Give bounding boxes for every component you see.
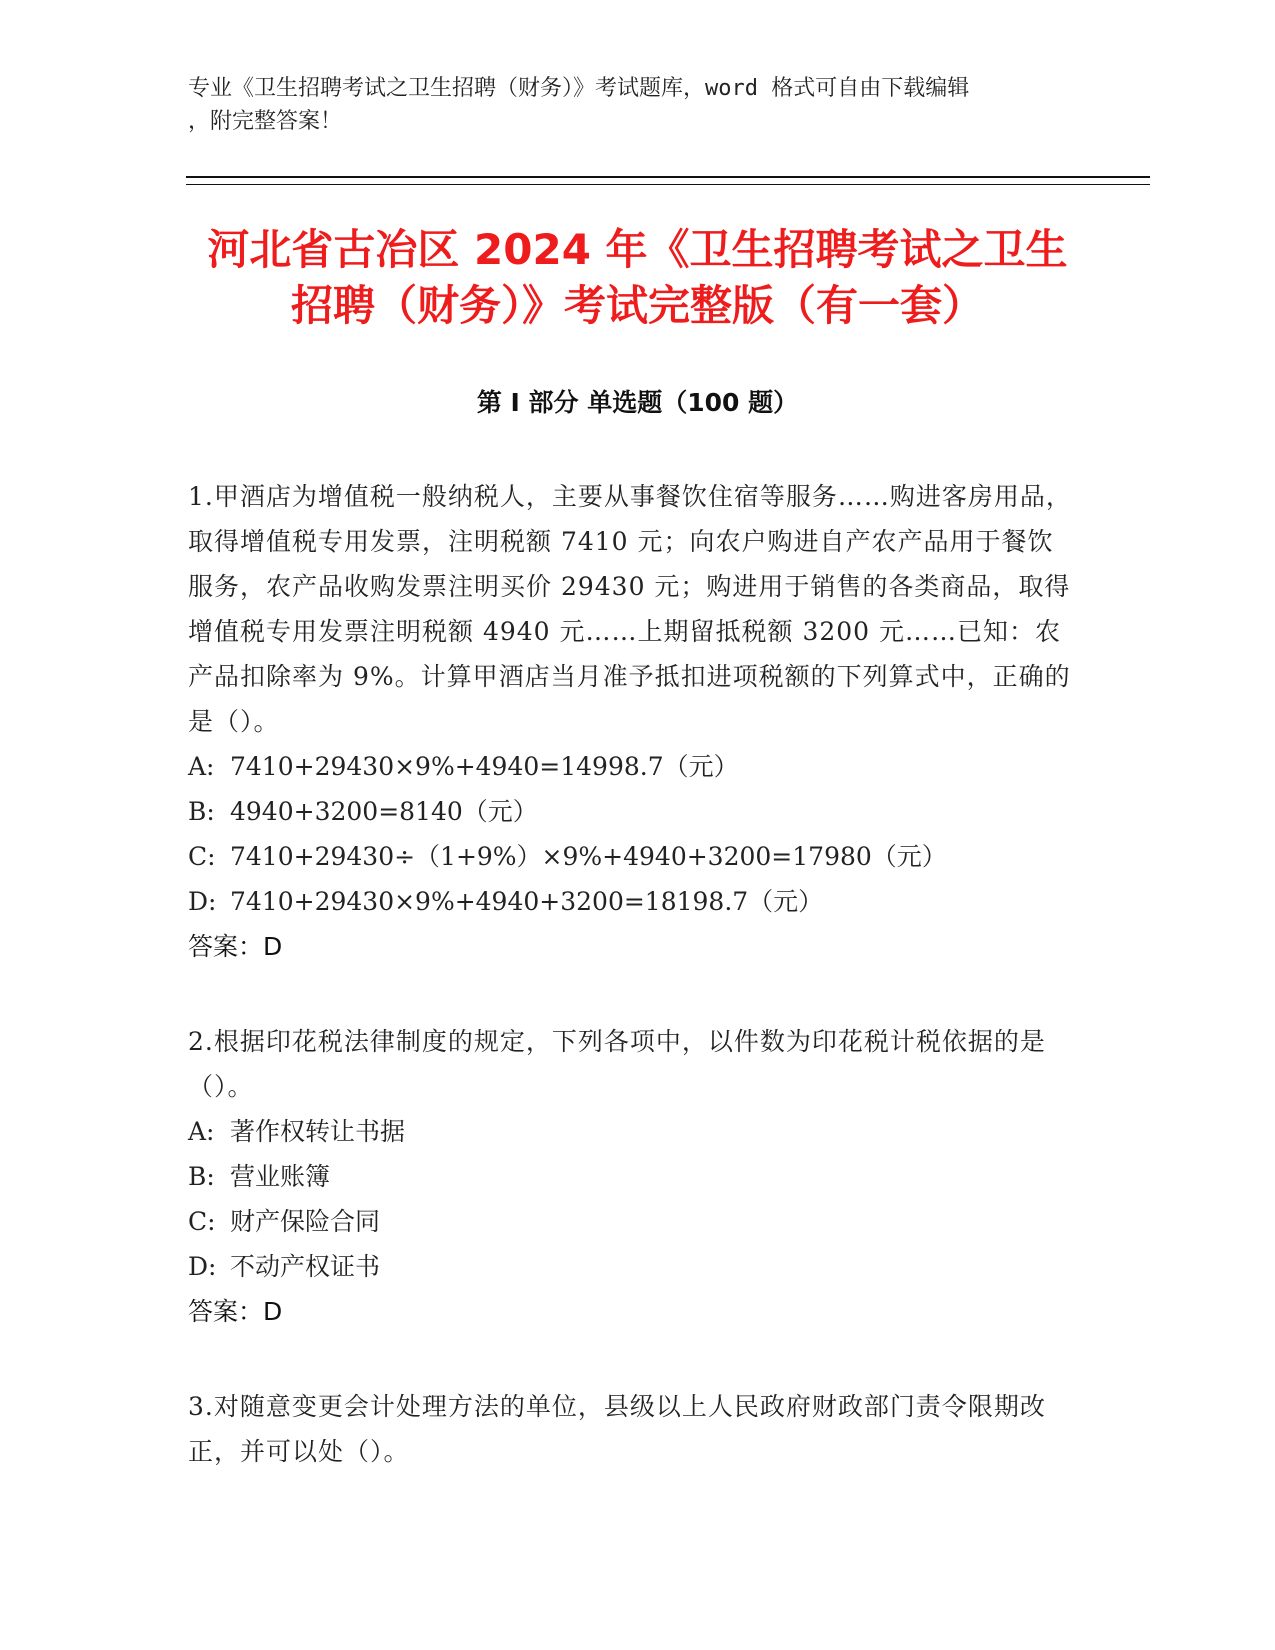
option-d [188, 1244, 1078, 1289]
option-b [188, 789, 1078, 834]
option-letter: D: [188, 1252, 217, 1281]
option-text: 不动产权证书 [230, 1252, 381, 1281]
option-text: 4940+3200=8140（元） [230, 797, 538, 826]
header-rule-thick [186, 176, 1150, 178]
option-text: 7410+29430×9%+4940+3200=18198.7（元） [230, 887, 824, 916]
answer-line [188, 924, 1078, 969]
section-heading: 第 I 部分 单选题（100 题） [476, 388, 799, 417]
answer-line [188, 1289, 1078, 1334]
option-text: 财产保险合同 [230, 1207, 381, 1236]
option-list [188, 1109, 1078, 1289]
option-list [188, 744, 1078, 924]
option-a [188, 1109, 1078, 1154]
question-stem: 2.根据印花税法律制度的规定，下列各项中，以件数为印花税计税依据的是（）。 [188, 1027, 1046, 1101]
answer-value: D [263, 1297, 283, 1326]
option-letter: C: [188, 1207, 216, 1236]
header-note [188, 72, 1068, 138]
option-letter: A: [188, 752, 215, 781]
option-letter: B: [188, 797, 215, 826]
title-line1: 河北省古冶区 2024 年《卫生招聘考试之卫生 [207, 225, 1068, 274]
option-text: 著作权转让书据 [230, 1117, 406, 1146]
option-d [188, 879, 1078, 924]
header-note-line2: ，附完整答案！ [188, 109, 343, 134]
question-stem: 3.对随意变更会计处理方法的单位，县级以上人民政府财政部门责令限期改正，并可以处（）。 [188, 1392, 1046, 1466]
answer-label: 答案： [188, 1297, 264, 1326]
question-stem: 1.甲酒店为增值税一般纳税人，主要从事餐饮住宿等服务……购进客房用品，取得增值税专用发票，注明税额 7410 元；向农户购进自产农产品用于餐饮服务，农产品收购发票注明买价 29430 元；购进用于销售的各类商品，取得增值税专用发票注明税额 4940 元……上期留抵税额 3200 元……已知：农产品扣除率为 9%。计算甲酒店当月准予抵扣进项税额的下列算式中，正确的是（）。 [188, 482, 1072, 736]
answer-label: 答案： [188, 932, 264, 961]
option-letter: A: [188, 1117, 215, 1146]
option-text: 7410+29430×9%+4940=14998.7（元） [230, 752, 739, 781]
option-c [188, 834, 1078, 879]
option-letter: C: [188, 842, 216, 871]
title-line2: 招聘（财务）》考试完整版（有一套） [290, 281, 984, 330]
option-text: 7410+29430÷（1+9%）×9%+4940+3200=17980（元） [230, 842, 947, 871]
option-c [188, 1199, 1078, 1244]
answer-value: D [263, 932, 283, 961]
option-b [188, 1154, 1078, 1199]
header-rule-thin [186, 184, 1150, 185]
document-title [150, 222, 1125, 334]
option-letter: D: [188, 887, 217, 916]
header-note-line1: 专业《卫生招聘考试之卫生招聘（财务）》考试题库，word 格式可自由下载编辑 [188, 76, 970, 101]
option-letter: B: [188, 1162, 215, 1191]
question-3 [188, 1384, 1078, 1474]
option-a [188, 744, 1078, 789]
question-2 [188, 1019, 1078, 1334]
question-list [188, 474, 1078, 1524]
option-text: 营业账簿 [230, 1162, 331, 1191]
question-1 [188, 474, 1078, 969]
